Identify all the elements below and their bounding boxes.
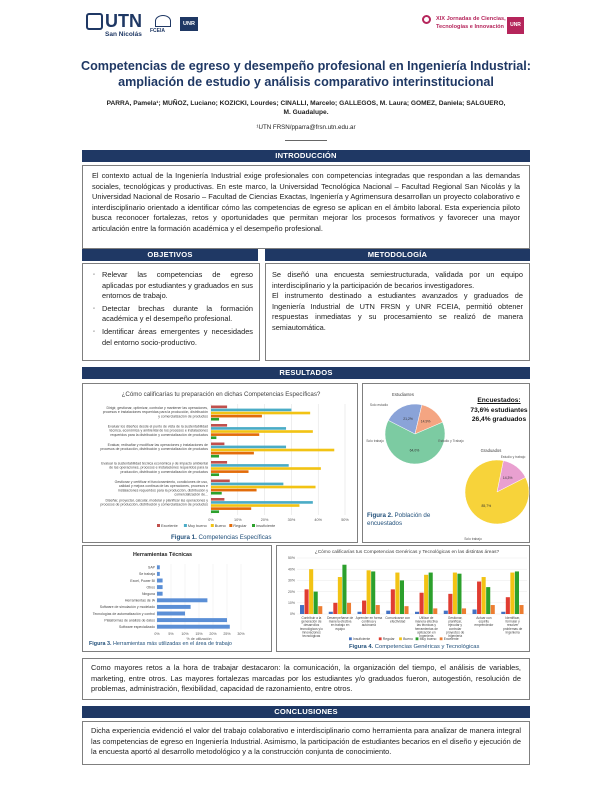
- event-logo-icon: [422, 15, 431, 24]
- figure-1-legend-label: Muy bueno: [187, 524, 207, 528]
- figure-3-category-label: Se trabaja: [139, 572, 155, 577]
- figure-3-bar: [157, 579, 163, 583]
- figure-3-bar: [157, 605, 191, 609]
- figure-4-bar: [391, 589, 395, 614]
- figure-4-legend-swatch: [440, 637, 443, 640]
- metodologia-text-1: Se diseñó una encuesta semiestructurada, validada por un equipo interdisciplinario y la participación de becarios investigadores.: [272, 270, 523, 290]
- fceia-logo-text: FCEIA: [150, 28, 165, 34]
- figure-4-category-label: Utilizar de manera efectiva las técnicas y herramientas de aplicación en Ingeniería: [414, 616, 438, 638]
- event-title-line1: XIX Jornadas de Ciencias,: [436, 16, 506, 22]
- encuestados-estudiantes: 73,6% estudiantes: [470, 406, 528, 414]
- figure-4-bar: [400, 580, 404, 614]
- figure-4-bar: [506, 597, 510, 614]
- figure-4-legend-label: Insuficiente: [353, 637, 371, 641]
- figure-1-title: ¿Cómo calificarías tu preparación en dichas Competencias Específicas?: [121, 391, 321, 398]
- figure-4-bar: [358, 612, 362, 614]
- figure-4-bar: [376, 605, 380, 614]
- graduados-pie-value-label: 14,3%: [502, 475, 513, 480]
- figure-3-chart: [83, 546, 273, 642]
- figure-2-caption-label: Figura 2.: [367, 512, 393, 519]
- figure-1-caption: [171, 534, 271, 541]
- figure-1-legend-swatch: [184, 524, 187, 527]
- figure-1-panel: [82, 383, 358, 543]
- figure-3-category-label: SAP: [147, 565, 155, 570]
- figure-4-panel: [276, 545, 530, 652]
- authors-line-2: M. Guadalupe.: [283, 109, 329, 116]
- figure-3-bar: [157, 598, 207, 602]
- figure-1-bar: [211, 430, 313, 433]
- figure-4-bar: [386, 611, 390, 614]
- figure-3-category-label: Excel, Power BI: [130, 578, 155, 583]
- figure-4-bar: [473, 610, 477, 614]
- unr-small-logo: UNR: [507, 17, 524, 34]
- figure-4-bar: [491, 605, 495, 614]
- figure-1-category-label: Evaluar, redisañar y modificar las operaciones y instalaciones de procesos de producción, distribución y comercialización de productos: [100, 443, 208, 452]
- figure-4-bar: [424, 575, 428, 614]
- figure-4-bar: [448, 594, 452, 614]
- figure-1-bar: [211, 424, 227, 427]
- poster-title: [40, 58, 572, 90]
- figure-4-bar: [367, 570, 371, 614]
- figure-1-bar: [211, 461, 227, 464]
- figure-2-caption-text: Población de encuestados: [367, 512, 431, 527]
- figure-4-bar: [482, 577, 486, 614]
- figure-4-tick-label: 50%: [287, 556, 295, 561]
- fceia-logo: [150, 15, 175, 37]
- figure-1-bar: [211, 480, 230, 483]
- graduados-pie-title: Graduados: [480, 448, 502, 453]
- figure-3-caption-label: Figura 3.: [89, 641, 112, 647]
- figure-3-tick-label: 30%: [237, 632, 245, 636]
- estudiantes-pie-category-label: Solo estudio: [369, 403, 389, 407]
- introduccion-text: El contexto actual de la Ingeniería Industrial exige profesionales con competencias integradas que respondan a las demandas sociales, tecnológicas y productivas. En este marco, la Universidad Tecnológica Nacional – Facultad Regional San Nicolás y la Universidad Nacional de Rosario – Facultad de Ciencias Exactas, Ingeniería y Agrimensura desarrollan un proyecto colaborativo e interdisciplinario orientado a identificar cómo las competencias de egreso se aplican en el ámbito laboral. Esta experiencia piloto busca reconocer fortalezas, retos y oportunidades que permitan mejorar los procesos formativos y favorecer una mayor articulación entre la formación académica y el desempeño profesional.: [92, 171, 520, 233]
- estudiantes-pie-category-label: Estudio y Trabajo: [438, 439, 464, 443]
- figure-3-caption-text: Herramientas más utilizadas en el área de trabajo: [112, 641, 232, 647]
- objetivos-heading: OBJETIVOS: [82, 249, 258, 261]
- figure-3-tick-label: 20%: [209, 632, 217, 636]
- figure-1-bar: [211, 501, 313, 504]
- conclusiones-heading: CONCLUSIONES: [82, 706, 530, 718]
- encuestados-label: Encuestados:: [477, 397, 521, 404]
- figure-4-bar: [338, 577, 342, 614]
- figure-4-legend-label: Regular: [382, 637, 395, 641]
- figure-1-bar: [211, 446, 286, 449]
- figure-3-bar: [157, 572, 160, 576]
- figure-3-tick-label: 0%: [154, 632, 160, 636]
- figure-3-bar: [157, 585, 163, 589]
- objetivo-text: Relevar las competencias de egreso aplicadas por estudiantes y graduados en sus entornos de trabajo.: [102, 270, 253, 301]
- figure-4-bar: [362, 601, 366, 614]
- figure-1-legend-swatch: [211, 524, 214, 527]
- objetivo-text: Identificar áreas emergentes y necesidades del entorno socio-productivo.: [102, 326, 253, 347]
- figure-4-bar: [486, 587, 490, 614]
- figure-4-bar: [342, 565, 346, 614]
- metodologia-box: [265, 263, 530, 361]
- authors-line-1: PARRA, Pamela¹; MUÑOZ, Luciano; KOZICKI, Lourdes; CINALLI, Marcelo; GALLEGOS, M. Laura; GOMEZ, Daniela; SALGUERO,: [106, 100, 506, 107]
- figure-1-bar: [211, 492, 222, 495]
- figure-4-bar: [318, 606, 322, 614]
- figure-1-chart: [83, 384, 359, 532]
- objetivo-text: Detectar brechas durante la formación académica y el desempeño profesional.: [102, 303, 253, 324]
- figure-4-chart: [277, 546, 531, 644]
- figure-1-bar: [211, 507, 251, 510]
- metodologia-text-2: El instrumento destinado a estudiantes avanzados y graduados de Ingeniería Industrial de UTN FRSN y UNR FCEIA, permitió obtener respuestas inmediatas y su procesamiento se realizó de manera semiautomática.: [272, 291, 523, 332]
- objetivos-box: [82, 263, 260, 361]
- figure-4-legend-label: Excelente: [443, 637, 459, 641]
- figure-3-category-label: Herramientas de IA: [124, 598, 155, 603]
- figure-1-category-label: Gestionar y certificar el funcionamiento, condiciones de uso, calidad y mejora continua de las operaciones, procesos e instalaciones requeridos para la producción, distribución y comercialización de...: [114, 480, 208, 497]
- encuestados-graduados: 26,4% graduados: [471, 416, 527, 423]
- figure-1-legend-label: Insuficiente: [256, 524, 276, 528]
- figure-4-bar: [515, 571, 519, 614]
- figure-3-bar: [157, 592, 163, 596]
- figure-1-bar: [211, 473, 219, 476]
- figure-1-bar: [211, 486, 316, 489]
- estudiantes-pie-value-label: 14,9%: [420, 419, 431, 424]
- figure-4-bar: [510, 573, 514, 614]
- estudiantes-pie-value-label: 21,2%: [403, 417, 413, 422]
- figure-2-caption: [367, 512, 433, 527]
- figure-1-tick-label: 30%: [287, 518, 296, 522]
- figure-1-category-label: Evaluar los diseños desde el punto de vista de la sustentabilidad técnica, económica y ambiental de los procesos e instalaciones requeridos para la distribución y comercialización de productos: [107, 424, 208, 437]
- figure-2-panel: [362, 383, 530, 543]
- figure-1-legend-label: Excelente: [161, 524, 178, 528]
- figure-4-bar: [457, 574, 461, 614]
- figure-3-tick-label: 5%: [168, 632, 174, 636]
- figure-1-bar: [211, 510, 219, 513]
- resultados-text: Como mayores retos a la hora de trabajar destacaron: la comunicación, la organización del tiempo, el análisis de variables, marketing, entre otros. Las mayores fortalezas marcadas por los estudiantes y/o graduados fueron, autogestión, resolución de problemas, administración, flexibilidad, capacidad de razonamiento, entre otros.: [91, 663, 521, 694]
- figure-4-bar: [444, 611, 448, 614]
- figure-4-category-label: Gestionar, planificar, ejecutar y controlar proyectos de Ingeniería: [445, 616, 465, 638]
- utn-logo-symbol-icon: [86, 13, 103, 30]
- figure-4-bar: [453, 573, 457, 614]
- figure-4-category-label: Identificar, formular y resolver problemas de Ingeniería: [502, 616, 523, 635]
- figure-4-title: ¿Cómo calificarías tus Competencias Genéricas y Tecnológicas en las distintas áreas?: [314, 550, 500, 555]
- figure-3-title: Herramientas Técnicas: [133, 552, 193, 558]
- bullet-icon: ◦: [93, 305, 96, 312]
- figure-3-panel: [82, 545, 272, 652]
- figure-1-bar: [211, 427, 286, 430]
- figure-1-bar: [211, 467, 321, 470]
- figure-3-category-label: Software de simulación y modelado: [99, 605, 155, 610]
- figure-1-bar: [211, 409, 291, 412]
- figure-4-bar: [329, 612, 333, 614]
- figure-1-legend-label: Bueno: [214, 524, 226, 528]
- figure-1-tick-label: 20%: [260, 518, 269, 522]
- figure-4-tick-label: 0%: [289, 612, 295, 617]
- figure-1-caption-label: Figura 1.: [171, 534, 197, 541]
- figure-4-bar: [433, 608, 437, 614]
- figure-4-legend-swatch: [349, 637, 352, 640]
- figure-3-category-label: Software especializado: [119, 625, 155, 630]
- figure-1-category-label: Dirigir, gestionar, optimizar, controlar y mantener las operaciones, procesos e instalaciones requeridas para la producción, distribución y comercialización de productos: [102, 406, 208, 419]
- unr-logo: UNR: [180, 17, 198, 31]
- objetivos-list: [93, 270, 253, 348]
- figure-1-legend-swatch: [229, 524, 232, 527]
- introduccion-heading: INTRODUCCIÓN: [82, 150, 530, 162]
- figure-1-caption-text: Competencias Específicas: [198, 534, 272, 541]
- figure-4-caption-text: Competencias Genéricas y Tecnológicas: [374, 644, 480, 650]
- figure-4-tick-label: 20%: [287, 589, 295, 594]
- figure-3-bar: [157, 565, 160, 569]
- metodologia-heading: METODOLOGÍA: [265, 249, 530, 261]
- figure-4-bar: [420, 593, 424, 614]
- figure-1-bar: [211, 418, 219, 421]
- figure-4-bar: [477, 582, 481, 614]
- figure-4-bar: [501, 612, 505, 614]
- figure-3-bar: [157, 612, 185, 616]
- figure-4-bar: [347, 603, 351, 614]
- figure-4-category-label: Aprender en forma continua y autónoma: [355, 616, 383, 628]
- figure-4-bar: [462, 608, 466, 614]
- title-line-2: ampliación de estudio y análisis comparativo interinstitucional: [118, 75, 494, 89]
- figure-3-category-label: Otros: [146, 585, 155, 590]
- figure-4-bar: [429, 573, 433, 614]
- objetivo-item: [93, 270, 253, 302]
- bullet-icon: ◦: [93, 328, 96, 335]
- conclusiones-text: Dicha experiencia evidenció el valor del trabajo colaborativo e interdisciplinario como herramienta para analizar de manera integral las competencias de egreso en Ingeniería Industrial. Asimismo, la participación de estudiantes becarios en el diseño y ejecución de la encuesta aportó al desarrollo metodológico y a la construcción conjunta de conocimiento.: [91, 726, 521, 757]
- figure-1-bar: [211, 489, 257, 492]
- graduados-pie-value-label: 85,7%: [481, 504, 492, 509]
- bullet-icon: ◦: [93, 272, 96, 278]
- figure-1-bar: [211, 498, 224, 501]
- figure-1-tick-label: 50%: [341, 518, 349, 522]
- authors: [20, 99, 592, 117]
- figure-3-category-label: Plataformas de análisis de datos: [104, 618, 155, 623]
- figure-1-bar: [211, 433, 259, 436]
- figure-1-bar: [211, 443, 224, 446]
- resultados-heading: RESULTADOS: [82, 367, 530, 379]
- utn-logo-text: UTN: [105, 11, 142, 31]
- figure-3-bar: [157, 618, 227, 622]
- figure-4-legend-swatch: [399, 637, 402, 640]
- figure-4-bar: [309, 569, 313, 614]
- event-title-line2: Tecnologías e Innovación: [436, 24, 504, 30]
- title-line-1: Competencias de egreso y desempeño profesional en Ingeniería Industrial:: [81, 59, 531, 73]
- figure-4-tick-label: 30%: [287, 578, 295, 583]
- figure-4-bar: [305, 589, 309, 614]
- figure-1-bar: [211, 483, 283, 486]
- figure-1-bar: [211, 504, 299, 507]
- figure-4-legend-swatch: [416, 637, 419, 640]
- figure-1-category-label: Diseñar, proyectar, calcular, modelar y planificar las operaciones y procesos de producción, distribución y comercialización de productos: [100, 498, 208, 507]
- figure-4-legend-label: Muy bueno: [419, 637, 437, 641]
- figure-1-bar: [211, 406, 227, 409]
- figure-4-caption: [349, 644, 479, 650]
- figure-4-category-label: Actuar con espíritu emprendedor: [474, 616, 494, 628]
- header-logos: [0, 0, 612, 50]
- figure-3-category-label: Tecnologías de automatización y control: [92, 611, 155, 616]
- figure-1-bar: [211, 470, 249, 473]
- figure-4-bar: [395, 573, 399, 614]
- utn-logo-subtitle: San Nicolás: [105, 31, 142, 38]
- title-divider: [285, 140, 327, 141]
- affiliation: ¹UTN FRSN/pparra@frsn.utn.edu.ar: [256, 124, 356, 131]
- figure-4-bar: [519, 605, 523, 614]
- figure-3-tick-label: 25%: [223, 632, 231, 636]
- figure-4-bar: [404, 606, 408, 614]
- figure-4-tick-label: 40%: [287, 567, 295, 572]
- figure-4-category-label: Desempeñarse de manera efectiva en trabajo en equipo: [327, 616, 354, 631]
- figure-1-legend-label: Regular: [233, 524, 247, 528]
- figure-1-bar: [211, 455, 219, 458]
- figure-4-legend-swatch: [379, 637, 382, 640]
- graduados-pie-category-label: Estudio y trabajo: [500, 455, 526, 459]
- figure-1-bar: [211, 452, 254, 455]
- figure-1-tick-label: 10%: [233, 518, 242, 522]
- figure-1-legend-swatch: [252, 524, 255, 527]
- figure-1-tick-label: 40%: [314, 518, 323, 522]
- estudiantes-pie-category-label: Solo trabajo: [366, 439, 384, 443]
- figure-4-bar: [333, 603, 337, 614]
- figure-4-bar: [415, 612, 419, 614]
- figure-1-legend-swatch: [157, 524, 160, 527]
- figure-4-tick-label: 10%: [287, 601, 295, 605]
- figure-3-tick-label: 15%: [195, 632, 203, 636]
- figure-1-bar: [211, 415, 262, 418]
- utn-logo: [86, 11, 146, 41]
- figure-3-bar: [157, 625, 230, 629]
- objetivo-item: [93, 327, 253, 348]
- objetivo-item: [93, 304, 253, 325]
- figure-3-x-axis-label: % de utilización: [186, 637, 212, 641]
- figure-1-bar: [211, 449, 334, 452]
- figure-1-tick-label: 0%: [208, 518, 214, 522]
- figure-3-caption: [89, 641, 232, 647]
- figure-1-category-label: Evaluar la sustentabilidad técnica económica y de impacto ambiental de las operaciones, procesos e instalaciones requeridos para la producción, distribución y comercialización de productos: [101, 461, 208, 474]
- figure-4-category-label: Comunicarse con efectividad: [385, 616, 411, 624]
- figure-4-bar: [300, 605, 304, 614]
- figure-4-legend-label: Bueno: [403, 637, 413, 641]
- figure-3-tick-label: 10%: [181, 632, 189, 636]
- encuestados-summary: [467, 396, 531, 425]
- figure-1-bar: [211, 464, 289, 467]
- figure-4-category-label: Contribuir a la generación de desarrollos tecnológicos y/o innovaciones tecnológicas: [299, 616, 323, 638]
- figure-1-bar: [211, 412, 310, 415]
- figure-1-bar: [211, 436, 216, 439]
- figure-3-category-label: Ninguna: [141, 592, 155, 597]
- figure-4-bar: [314, 592, 318, 614]
- graduados-pie-category-label: Solo trabajo: [464, 537, 482, 541]
- resultados-text-box: [82, 658, 530, 700]
- fceia-logo-icon: [155, 15, 171, 27]
- figure-4-caption-label: Figura 4.: [349, 644, 374, 650]
- conclusiones-box: [82, 721, 530, 765]
- estudiantes-pie-value-label: 64,0%: [409, 448, 420, 453]
- figure-4-bar: [371, 571, 375, 614]
- introduccion-box: [82, 165, 530, 249]
- estudiantes-pie-title: Estudiantes: [392, 392, 414, 397]
